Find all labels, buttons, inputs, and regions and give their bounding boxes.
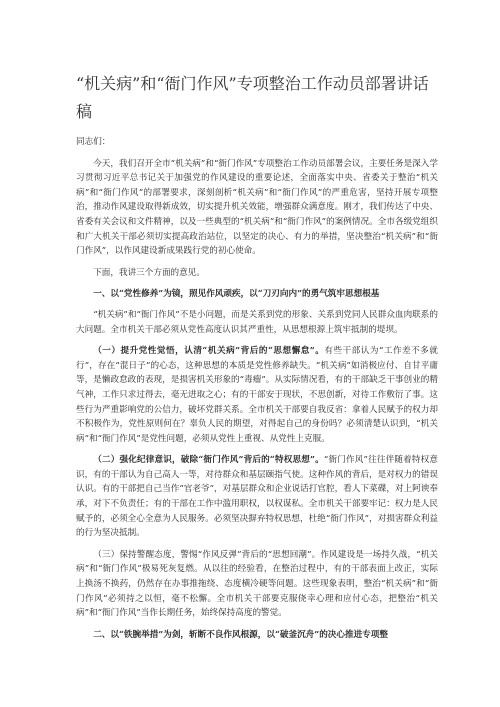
document-title: “机关病”和“衙门作风”专项整治工作动员部署讲话稿 bbox=[76, 74, 429, 121]
subsection-2-paragraph bbox=[76, 453, 438, 541]
salutation: 同志们： bbox=[76, 137, 111, 147]
subsection-1-paragraph bbox=[76, 344, 438, 446]
intro-paragraph: 今天，我们召开全市“机关病”和“衙门作风”专项整治工作动员部署会议，主要任务是深入学习贯彻习近平总书记关于加强党的作风建设的重要论述，全面落实中央、省委关于整治“机关病”和“衙门作风”的部署要求，深刻剖析“机关病”和“衙门作风”的严重危害，坚持开展专项整治，推动作风建设取得新成效，切实提升机关效能，增强群众满意度。刚才，我们传达了中央、省委有关会议和文件精神，以及一些典型的“机关病”和“衙门作风”的案例情况。全市各级党组织和广大机关干部必须切实提高政治站位，以坚定的决心、有力的举措，坚决整治“机关病”和“衙门作风”，以作风建设新成果践行党的初心使命。 bbox=[76, 158, 438, 257]
section-1-intro: “机关病”和“衙门作风”不是小问题，而是关系到党的形象、关系到党同人民群众血肉联系的大问题。全市机关干部必须从党性高度认识其严重性，从思想根源上筑牢抵制的堤坝。 bbox=[76, 309, 438, 335]
subsection-2-text: “衙门作风”往往伴随着特权意识，有的干部认为自己高人一等，对待群众和基层颐指气使。这种作风的背后，是对权力的错误认识。有的干部把自己当作“官老爷”，对基层群众和企业说话打官腔，看人下菜碟，对上阿谀奉承，对下不负责任；有的干部在工作中滥用职权，以权谋私。全市机关干部要牢记：权力是人民赋予的，必须全心全意为人民服务。必须坚决摒弃特权思想，杜绝“衙门作风”，对损害群众利益的行为坚决抵制。 bbox=[76, 455, 438, 539]
subsection-2-lead: （二）强化纪律意识，破除“衙门作风”背后的“特权思想”。 bbox=[93, 455, 324, 466]
section-2-heading: 二、以“铁腕举措”为剑，斩断不良作风根源，以“破釜沉舟”的决心推进专项整 bbox=[93, 629, 388, 640]
subsection-1-text: 有些干部认为“工作差不多就行”，存在“混日子”的心态，这种思想的本质是党性修养缺失。“机关病”如消极应付、自甘平庸等，是懒政怠政的表现，是损害机关形象的“毒瘤”。从实际情况看，有的干部缺乏干事创业的精气神，工作只求过得去，毫无进取之心；有的干部安于现状，不思创新，对待工作敷衍了事。这些行为严重影响党的公信力，破坏党群关系。全市机关干部要自我反省：拿着人民赋予的权力却不积极作为，党性原则何在？辜负人民的期望，对得起自己的身份吗？必须清楚认识到，“机关病”和“衙门作风”是党性问题，必须从党性上重视、从党性上克服。 bbox=[76, 346, 438, 444]
subsection-1-lead: （一）提升党性觉悟，认清“机关病”背后的“思想懈怠”。 bbox=[93, 346, 325, 357]
section-1-heading: 一、以“党性修养”为镜，照见作风顽疾，以“刀刃向内”的勇气筑牢思想根基 bbox=[93, 289, 380, 300]
document-body bbox=[76, 135, 438, 648]
subsection-3-paragraph: （三）保持警醒态度，警惕“作风反弹”背后的“思想回潮”。作风建设是一场持久战，“机关病”和“衙门作风”极易死灰复燃。从以往的经验看，在整治过程中，有的干部表面上改正，实际上换汤不换药，仍然存在办事推拖绕、态度横冷硬等问题。这些现象表明，整治“机关病”和“衙门作风”必须持之以恒，毫不松懈。全市机关干部要克服侥幸心理和应付心态，把整治“机关病”和“衙门作风”当作长期任务，始终保持高度的警觉。 bbox=[76, 549, 438, 619]
transition-paragraph: 下面，我讲三个方面的意见。 bbox=[93, 267, 205, 278]
